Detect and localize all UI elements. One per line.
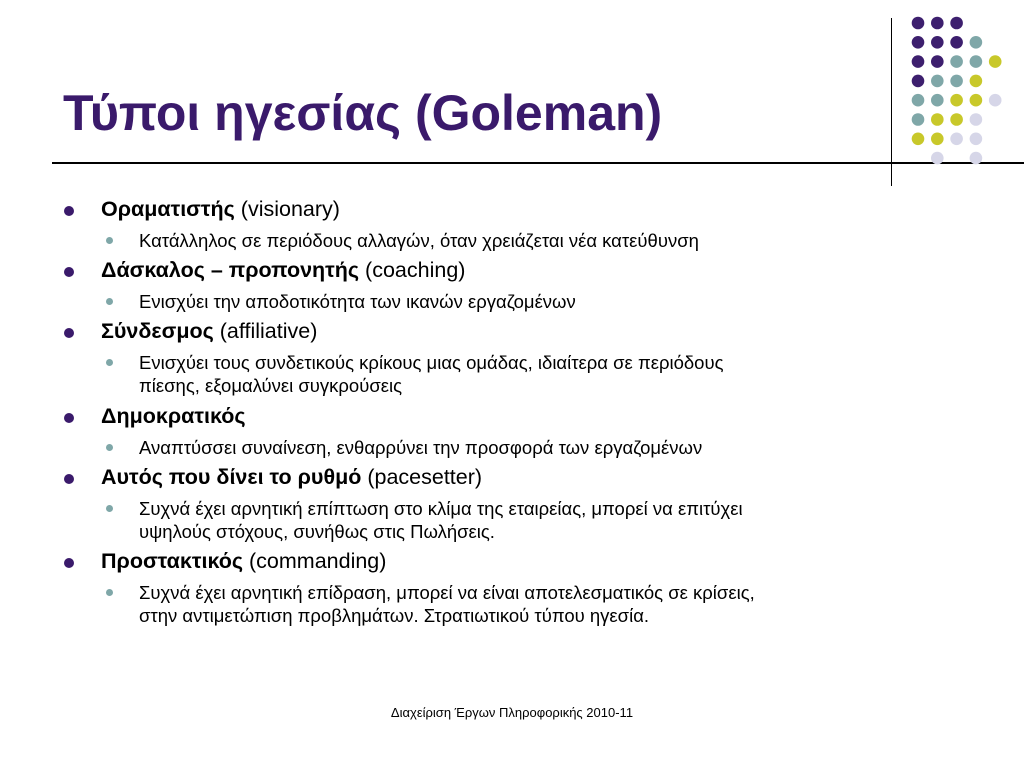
style-description-line: υψηλούς στόχους, συνήθως στις Πωλήσεις. [139, 521, 495, 542]
style-name: Σύνδεσμος [101, 319, 214, 343]
leadership-style-heading [101, 551, 386, 573]
decorative-dot [912, 55, 925, 68]
style-description-line: Συχνά έχει αρνητική επίπτωση στο κλίμα της εταιρείας, μπορεί να επιτύχει [139, 498, 743, 519]
bullet-dot [64, 474, 74, 484]
style-english-term: (pacesetter) [361, 465, 483, 489]
style-description-line: Ενισχύει την αποδοτικότητα των ικανών εργαζομένων [139, 291, 576, 312]
style-english-term: (affiliative) [213, 319, 318, 343]
decorative-dot [970, 75, 983, 88]
decorative-dot [970, 133, 983, 146]
sub-bullet-dot [106, 359, 113, 366]
leadership-style-heading [101, 406, 246, 428]
decorative-dot [950, 75, 963, 88]
leadership-style-heading [101, 467, 482, 489]
decorative-dot [970, 36, 983, 49]
decorative-dot [912, 36, 925, 49]
decorative-dot [950, 133, 963, 146]
bullet-dot [64, 328, 74, 338]
style-name: Οραματιστής [101, 197, 235, 221]
style-description-line: Αναπτύσσει συναίνεση, ενθαρρύνει την προσφορά των εργαζομένων [139, 437, 703, 458]
decorative-dot [931, 133, 944, 146]
sub-bullet-dot [106, 505, 113, 512]
style-name: Δάσκαλος – προπονητής [101, 258, 360, 282]
style-english-term: (coaching) [359, 258, 466, 282]
leadership-style-heading [101, 199, 340, 221]
bullet-dot [64, 558, 74, 568]
leadership-style-heading [101, 321, 317, 343]
style-description-line: Ενισχύει τους συνδετικούς κρίκους μιας ομάδας, ιδιαίτερα σε περιόδους [139, 352, 724, 373]
sub-bullet-dot [106, 589, 113, 596]
sub-bullet-dot [106, 237, 113, 244]
bullet-dot [64, 206, 74, 216]
decorative-dot [931, 75, 944, 88]
decorative-dot [931, 55, 944, 68]
slide-footer: Διαχείριση Έργων Πληροφορικής 2010-11 [390, 705, 634, 720]
decorative-dot [912, 17, 925, 30]
decorative-dot [970, 55, 983, 68]
decorative-dot [950, 113, 963, 126]
decorative-dot [931, 36, 944, 49]
decorative-dot [950, 55, 963, 68]
style-name: Προστακτικός [101, 549, 244, 573]
decorative-dot [970, 113, 983, 126]
style-name: Δημοκρατικός [101, 404, 246, 428]
decorative-dot [950, 94, 963, 107]
bullet-dot [64, 413, 74, 423]
decorative-dot [950, 36, 963, 49]
decorative-dot [989, 55, 1002, 68]
title-vertical-divider [891, 18, 892, 186]
sub-bullet-dot [106, 298, 113, 305]
decorative-dot [970, 94, 983, 107]
sub-bullet-dot [106, 444, 113, 451]
leadership-style-heading [101, 260, 465, 282]
style-name: Αυτός που δίνει το ρυθμό [101, 465, 362, 489]
decorative-dot [931, 94, 944, 107]
slide-title: Τύποι ηγεσίας (Goleman) [63, 85, 663, 141]
decorative-dot [931, 113, 944, 126]
decorative-dot [912, 94, 925, 107]
title-underline [52, 162, 1024, 164]
decorative-dot [950, 17, 963, 30]
decorative-dot [912, 113, 925, 126]
decorative-dot [989, 94, 1002, 107]
style-english-term: (commanding) [243, 549, 387, 573]
bullet-dot [64, 267, 74, 277]
style-description-line: στην αντιμετώπιση προβλημάτων. Στρατιωτικού τύπου ηγεσία. [139, 605, 650, 626]
style-description-line: Συχνά έχει αρνητική επίδραση, μπορεί να είναι αποτελεσματικός σε κρίσεις, [139, 582, 755, 603]
style-english-term: (visionary) [234, 197, 340, 221]
decorative-dot [931, 17, 944, 30]
style-description-line: πίεσης, εξομαλύνει συγκρούσεις [139, 375, 403, 396]
decorative-dot [912, 133, 925, 146]
style-description-line: Κατάλληλος σε περιόδους αλλαγών, όταν χρειάζεται νέα κατεύθυνση [139, 230, 699, 251]
decorative-dot [912, 75, 925, 88]
